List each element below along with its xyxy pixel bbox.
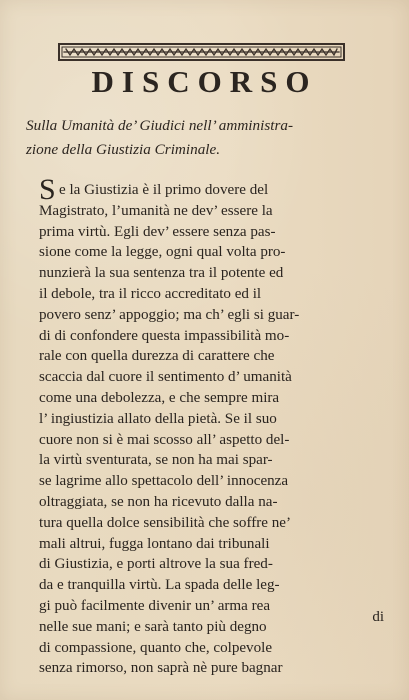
body-line: nunzierà la sua sentenza tra il potente ed	[39, 265, 284, 282]
body-line: l’ ingiustizia allato della pietà. Se il suo	[39, 410, 277, 427]
catchword: di	[372, 609, 384, 625]
body-line: prima virtù. Egli dev’ essere senza pas-	[39, 223, 276, 240]
body-line: mali altrui, fugga lontano dai tribunali	[39, 535, 270, 552]
body-line: di di confondere questa impassibilità mo-	[39, 327, 290, 344]
body-line: se lagrime allo spettacolo dell’ innocenza	[39, 473, 289, 490]
subtitle-line: zione della Giustizia Criminale.	[26, 141, 221, 158]
body-line: povero senz’ appoggio; ma ch’ egli si guar-	[39, 306, 300, 323]
body-line: sione come la legge, ogni qual volta pro-	[39, 244, 286, 261]
body-line: Magistrato, l’umanità ne dev’ essere la	[39, 202, 273, 219]
body-line: gi può facilmente divenir un’ arma rea	[39, 597, 271, 614]
body-line: oltraggiata, se non ha ricevuto dalla na-	[39, 493, 278, 510]
body-line: il debole, tra il ricco accreditato ed il	[39, 285, 262, 302]
body-line: rale con quella durezza di carattere che	[39, 348, 275, 365]
body-line: e la Giustizia è il primo dovere del	[59, 182, 269, 198]
body-line: di Giustizia, e porti altrove la sua fred-	[39, 556, 273, 573]
body-text	[39, 180, 391, 679]
subtitle-line: Sulla Umanità de’ Giudici nell’ amministra-	[26, 117, 294, 134]
body-line: la virtù sventurata, se non ha mai spar-	[39, 452, 273, 469]
body-line: come una debolezza, e che sempre mira	[39, 389, 280, 406]
body-line: nelle sue mani; e sarà tanto più degno	[39, 618, 267, 635]
subtitle	[26, 114, 389, 162]
body-line: scaccia dal cuore il sentimento d’ umanità	[39, 369, 292, 386]
decorative-border-icon	[58, 43, 345, 61]
page-title: DISCORSO	[91, 64, 318, 99]
body-line: da e tranquilla virtù. La spada delle leg-	[39, 577, 280, 594]
body-line: senza rimorso, non saprà nè pure bagnar	[39, 660, 283, 677]
body-line: di compassione, quanto che, colpevole	[39, 639, 273, 656]
body-line: tura quella dolce sensibilità che soffre ne’	[39, 514, 292, 531]
drop-cap: S	[39, 173, 56, 206]
body-line: cuore non si è mai scosso all’ aspetto del-	[39, 431, 290, 448]
